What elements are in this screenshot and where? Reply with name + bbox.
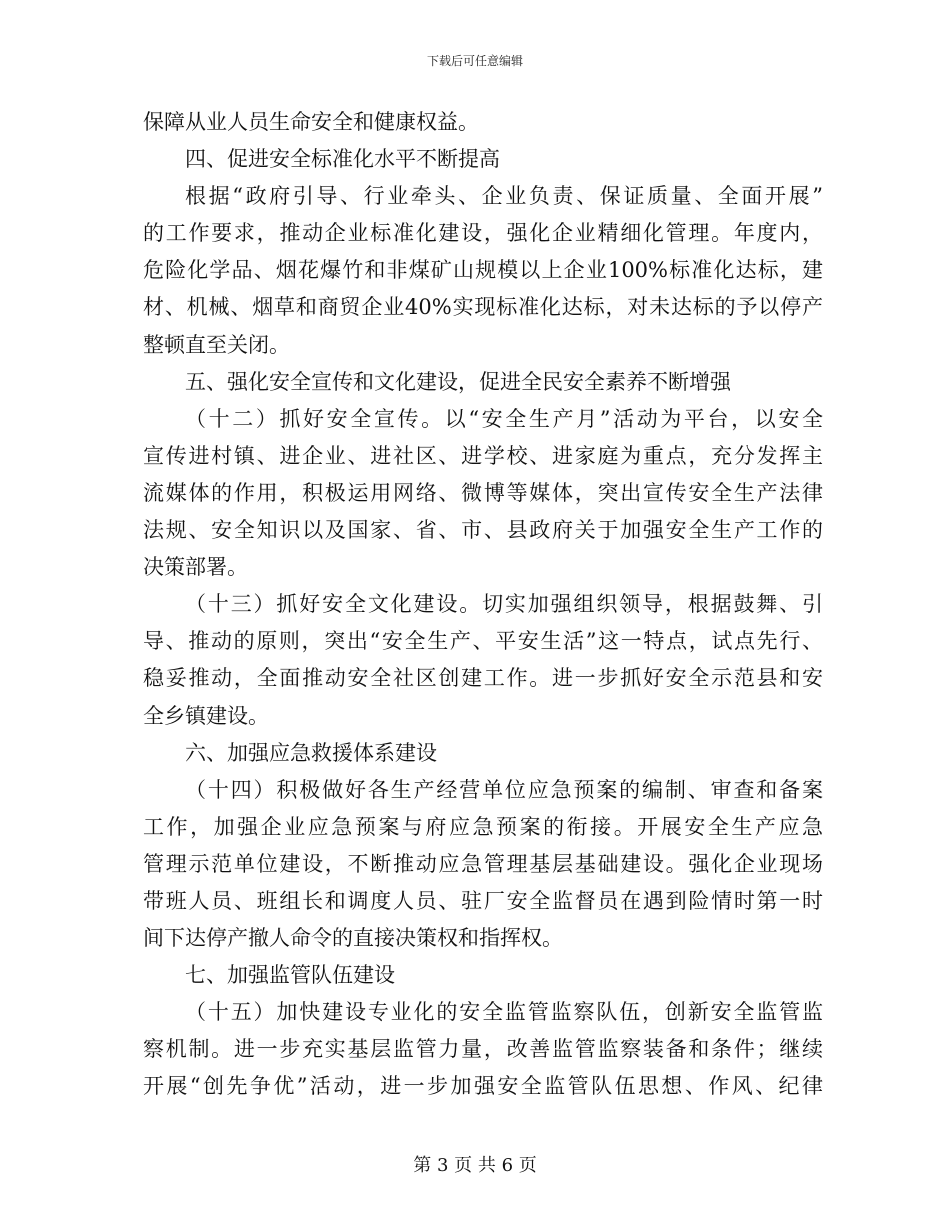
paragraph-line: 的工作要求，推动企业标准化建设，强化企业精细化管理。年度内， [143, 221, 823, 246]
paragraph-line: 察机制。进一步充实基层监管力量，改善监管监察装备和条件；继续 [143, 1037, 823, 1062]
page-header: 下载后可任意编辑 [426, 54, 523, 68]
paragraph-line: 稳妥推动，全面推动安全社区创建工作。进一步抓好安全示范县和安 [143, 666, 823, 691]
paragraph-line: 法规、安全知识以及国家、省、市、县政府关于加强安全生产工作的 [143, 518, 823, 543]
document-body [143, 104, 823, 1106]
paragraph-line: 危险化学品、烟花爆竹和非煤矿山规模以上企业100%标准化达标，建 [143, 258, 823, 283]
paragraph-line: （十三）抓好安全文化建设。切实加强组织领导，根据鼓舞、引 [185, 592, 823, 617]
section-heading: 五、强化安全宣传和文化建设，促进全民安全素养不断增强 [185, 369, 731, 394]
paragraph-line: 工作，加强企业应急预案与府应急预案的衔接。开展安全生产应急 [143, 814, 823, 839]
paragraph-line: （十二）抓好安全宣传。以“安全生产月”活动为平台，以安全 [185, 406, 823, 431]
paragraph-line: 带班人员、班组长和调度人员、驻厂安全监督员在遇到险情时第一时 [143, 888, 823, 913]
section-heading: 四、促进安全标准化水平不断提高 [185, 147, 500, 172]
paragraph-line: 根据“政府引导、行业牵头、企业负责、保证质量、全面开展” [185, 184, 823, 209]
paragraph-line: （十四）积极做好各生产经营单位应急预案的编制、审查和备案 [185, 777, 823, 802]
paragraph-line: 材、机械、烟草和商贸企业40%实现标准化达标，对未达标的予以停产 [143, 295, 823, 320]
paragraph-line: 全乡镇建设。 [143, 703, 269, 728]
paragraph-line: （十五）加快建设专业化的安全监管监察队伍，创新安全监管监 [185, 1000, 823, 1025]
paragraph-line: 宣传进村镇、进企业、进社区、进学校、进家庭为重点，充分发挥主 [143, 443, 823, 468]
paragraph-line: 决策部署。 [143, 555, 248, 580]
paragraph-line: 保障从业人员生命安全和健康权益。 [143, 110, 479, 134]
paragraph-line: 间下达停产撤人命令的直接决策权和指挥权。 [143, 926, 563, 951]
paragraph-line: 流媒体的作用，积极运用网络、微博等媒体，突出宣传安全生产法律 [143, 480, 823, 505]
paragraph-line: 开展“创先争优”活动，进一步加强安全监管队伍思想、作风、纪律 [143, 1074, 823, 1099]
paragraph-line: 整顿直至关闭。 [143, 332, 290, 357]
paragraph-line: 导、推动的原则，突出“安全生产、平安生活”这一特点，试点先行、 [143, 629, 823, 654]
paragraph-line: 管理示范单位建设，不断推动应急管理基层基础建设。强化企业现场 [143, 851, 823, 876]
section-heading: 七、加强监管队伍建设 [185, 963, 395, 988]
section-heading: 六、加强应急救援体系建设 [185, 740, 437, 765]
page-footer: 第 3 页 共 6 页 [413, 1155, 537, 1176]
